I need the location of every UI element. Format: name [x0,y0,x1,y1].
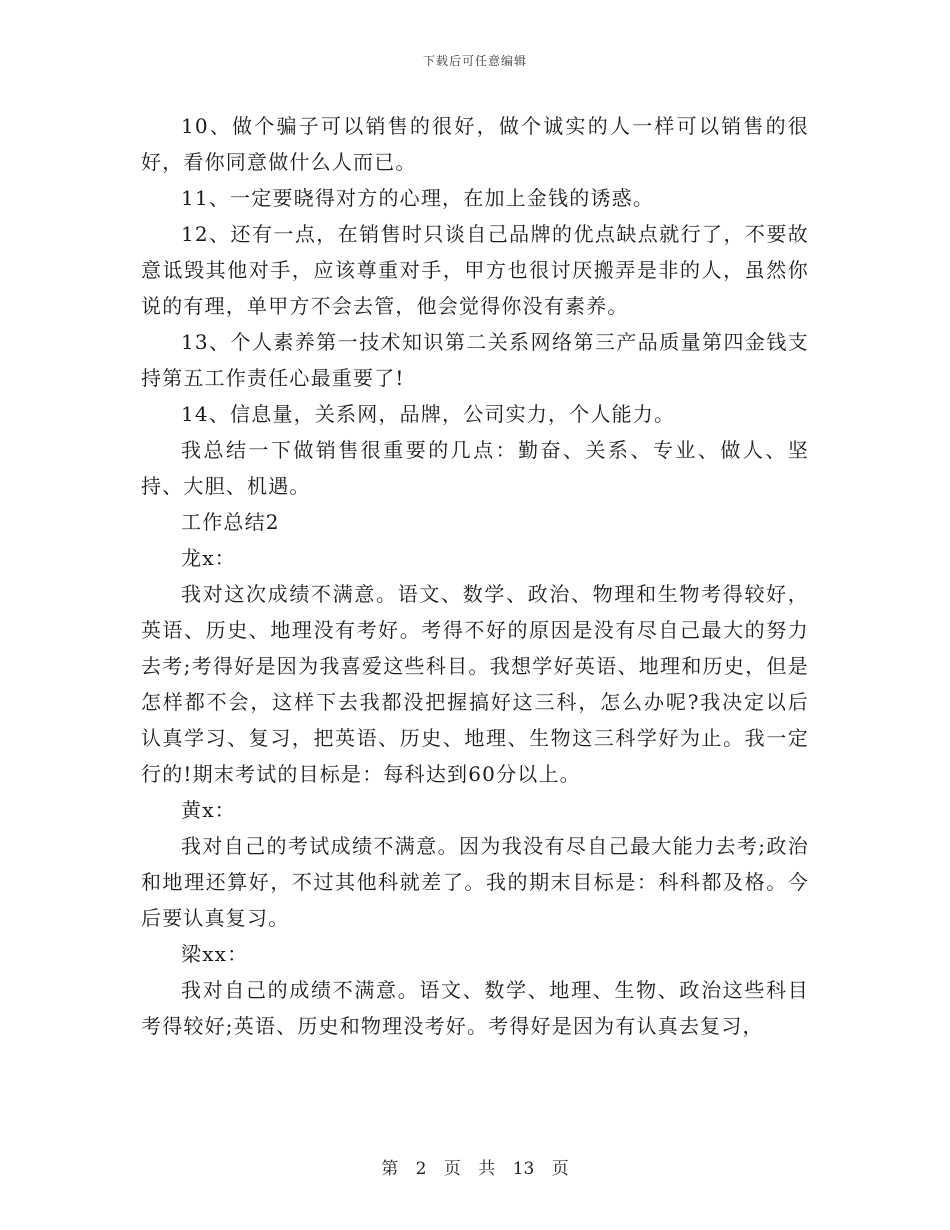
section-heading: 工作总结2 [181,510,280,534]
paragraph: 10、做个骗子可以销售的很好，做个诚实的人一样可以销售的很好，看你同意做什么人而已。 [141,114,809,174]
document-body [141,108,809,1044]
student-name: 黄x： [181,798,236,822]
page-header: 下载后可任意编辑 [422,54,527,68]
total-page-count: 13 [512,1159,535,1179]
footer-label: 页 [551,1159,569,1179]
student-name: 龙x： [181,546,236,570]
paragraph: 13、个人素养第一技术知识第二关系网络第三产品质量第四金钱支持第五工作责任心最重要了! [141,330,809,390]
footer-label: 共 [478,1159,496,1179]
student-name: 梁xx： [181,942,249,966]
footer-label: 页 [443,1159,461,1179]
paragraph: 我对自己的考试成绩不满意。因为我没有尽自己最大能力去考;政治和地理还算好，不过其他科就差了。我的期末目标是：科科都及格。今后要认真复习。 [141,834,809,930]
paragraph: 12、还有一点，在销售时只谈自己品牌的优点缺点就行了，不要故意诋毁其他对手，应该尊重对手，甲方也很讨厌搬弄是非的人，虽然你说的有理，单甲方不会去管，他会觉得你没有素养。 [141,222,809,318]
paragraph: 14、信息量，关系网，品牌，公司实力，个人能力。 [181,402,676,426]
current-page-number: 2 [415,1159,427,1179]
paragraph: 11、一定要晓得对方的心理，在加上金钱的诱惑。 [181,186,655,210]
page-footer [0,1154,950,1179]
paragraph: 我对自己的成绩不满意。语文、数学、地理、生物、政治这些科目考得较好;英语、历史和物理没考好。考得好是因为有认真去复习， [141,978,809,1038]
footer-label: 第 [381,1159,399,1179]
paragraph: 我对这次成绩不满意。语文、数学、政治、物理和生物考得较好，英语、历史、地理没有考好。考得不好的原因是没有尽自己最大的努力去考;考得好是因为我喜爱这些科目。我想学好英语、地理和历史，但是怎样都不会，这样下去我都没把握搞好这三科，怎么办呢?我决定以后认真学习、复习，把英语、历史、地理、生物这三科学好为止。我一定行的!期末考试的目标是：每科达到60分以上。 [141,582,809,786]
paragraph: 我总结一下做销售很重要的几点：勤奋、关系、专业、做人、坚持、大胆、机遇。 [141,438,809,498]
